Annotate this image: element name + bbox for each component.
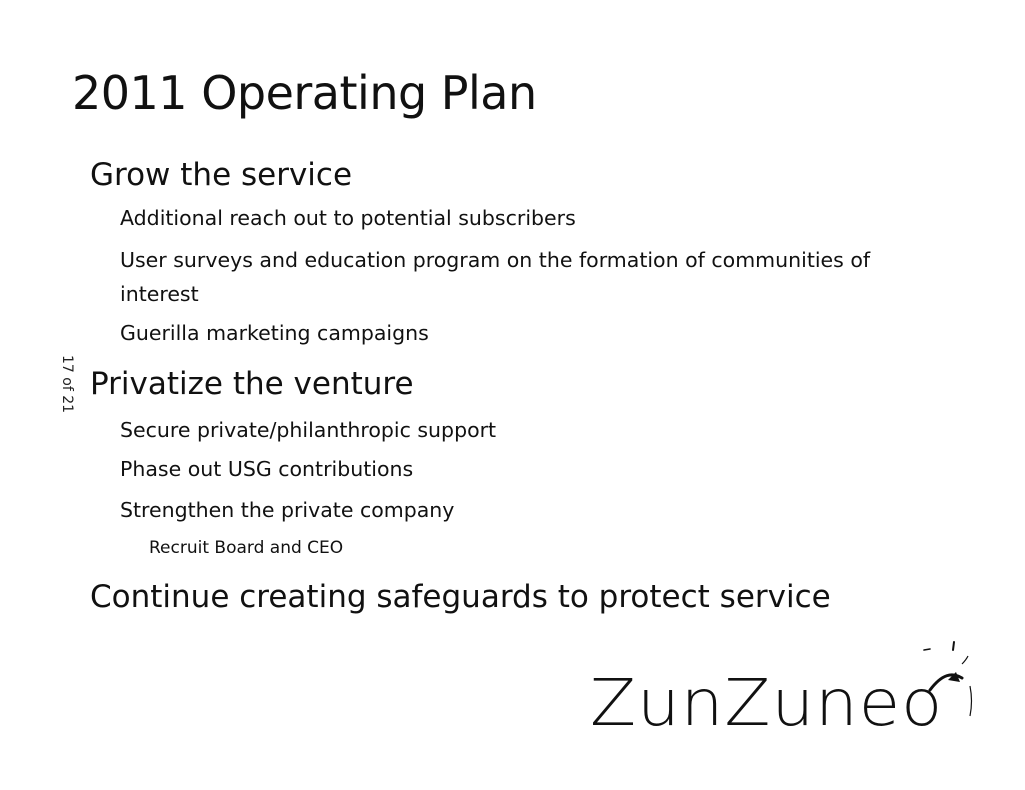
page-marker: 17 of 21 (59, 355, 75, 414)
outline-item: Additional reach out to potential subscribers (120, 206, 576, 230)
bird-swoosh-icon (890, 628, 990, 738)
outline-heading-privatize: Privatize the venture (90, 366, 414, 402)
outline-item: User surveys and education program on the formation of communities of interest (120, 248, 871, 306)
outline-heading-grow: Grow the service (90, 157, 353, 193)
zunzuneo-logo (590, 628, 990, 748)
outline-item: Phase out USG contributions (120, 457, 414, 481)
outline-item: Guerilla marketing campaigns (120, 321, 429, 345)
slide-title: 2011 Operating Plan (72, 66, 537, 120)
outline-item: Secure private/philanthropic support (120, 418, 497, 442)
outline-subitem: Recruit Board and CEO (149, 538, 344, 558)
outline-item: Strengthen the private company (120, 498, 455, 522)
outline-heading-safeguards: Continue creating safeguards to protect service (90, 579, 831, 615)
logo-wordmark: ZunZuneo (590, 667, 944, 741)
